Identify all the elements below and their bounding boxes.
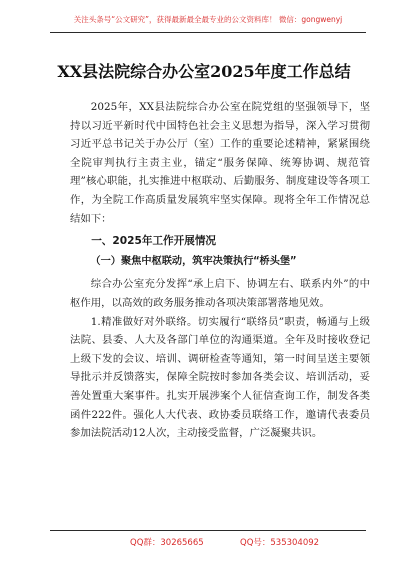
footer-qq-group: QQ群：30265665: [130, 538, 204, 548]
intro-paragraph: 2025年，XX县法院综合办公室在院党组的坚强领导下，坚持以习近平新时代中国特色社会主义思想为指导，深入学习贯彻习近平总书记关于办公厅（室）工作的重要论述精神，紧紧围绕全院审判执行主责主业，锚定“服务保障、统筹协调、规范管理”核心职能，扎实推进中枢联动、后勤服务、制度建设等各项工作，为全院工作高质量发展筑牢坚实保障。现将全年工作情况总结如下：: [70, 101, 370, 225]
document-title: XX县法院综合办公室2025年度工作总结: [57, 62, 351, 81]
paragraph-central-role: 综合办公室充分发挥“承上启下、协调左右、联系内外”的中枢作用，以高效的政务服务推动各项决策部署落地见效。: [70, 278, 370, 309]
subsection-heading: （一）聚焦中枢联动，筑牢决策执行“桥头堡”: [90, 255, 297, 267]
header-promo-text: 关注头条号“公文研究”，获得最新最全最专业的公文资料库！ 微信：gongwenyj: [73, 15, 343, 24]
page-header-banner: [50, 10, 366, 33]
paragraph-external-liaison: 1.精准做好对外联络。切实履行“联络员”职责，畅通与上级法院、县委、人大及各部门单位的沟通渠道。全年及时接收登记上级下发的会议、培训、调研检查等通知，第一时间呈送主要领导批示并反馈落实，保障全院按时参加各类会议、培训活动，妥善处置重大案事件。扎实开展涉案个人征信查询工作，制发各类函件222件。强化人大代表、政协委员联络工作，邀请代表委员参加法院活动12人次，主动接受监督，广泛凝聚共识。: [70, 315, 370, 440]
document-body: [70, 98, 370, 443]
page-footer: [50, 530, 366, 553]
footer-qq-number: QQ号：535304092: [240, 538, 320, 548]
section-heading: 一、2025年工作开展情况: [91, 235, 217, 248]
